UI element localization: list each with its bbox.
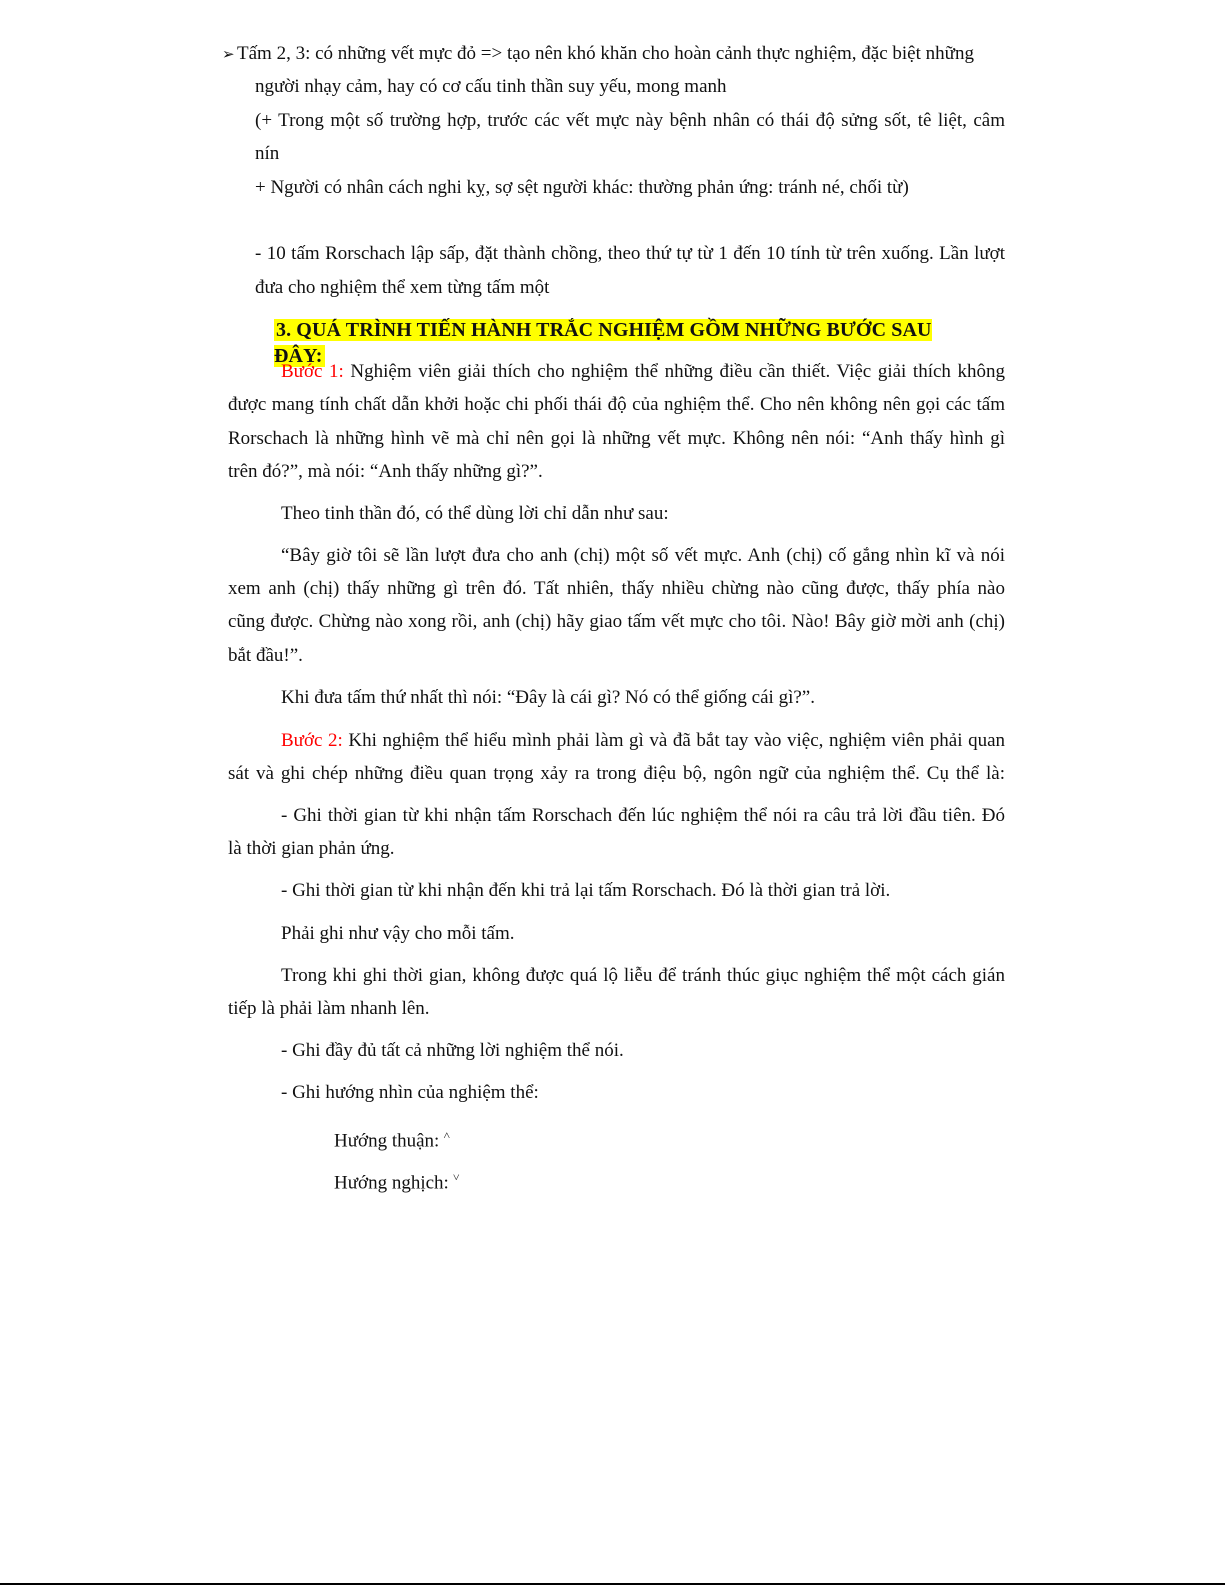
bullet-line-3: (+ Trong một số trường hợp, trước các vết mực này bệnh nhân có thái độ sửng sốt, tê liệt, câm: [255, 110, 1005, 131]
bullet-text: Tấm 2, 3: có những vết mực đỏ => tạo nên khó khăn cho hoàn cảnh thực nghiệm, đặc biệt những: [237, 43, 974, 64]
forward-direction-label: Hướng thuận:: [334, 1130, 440, 1152]
step1-line-1: [281, 360, 1005, 384]
answer-time-line: - Ghi thời gian từ khi nhận đến khi trả lại tấm Rorschach. Đó là thời gian trả lời.: [281, 880, 891, 901]
caret-down-icon: ˅: [452, 1170, 460, 1184]
instruction-line-4: bắt đầu!”.: [228, 645, 303, 666]
step1-text: Nghiệm viên giải thích cho nghiệm thể những điều cần thiết. Việc giải thích không: [350, 361, 1005, 382]
first-card-line: Khi đưa tấm thứ nhất thì nói: “Đây là cái gì? Nó có thể giống cái gì?”.: [281, 687, 815, 708]
bullet-line-5: + Người có nhân cách nghi kỵ, sợ sệt người khác: thường phản ứng: tránh né, chối từ): [255, 177, 909, 198]
bullet-line-1: [222, 42, 974, 66]
step2-label: Bước 2:: [281, 730, 343, 751]
step2-line-2: sát và ghi chép những điều quan trọng xảy ra trong điệu bộ, ngôn ngữ của nghiệm thể. Cụ thể là:: [228, 763, 1005, 784]
each-card-line: Phải ghi như vậy cho mỗi tấm.: [281, 923, 515, 944]
reverse-direction: [334, 1165, 460, 1195]
step1-line-2: được mang tính chất dẫn khởi hoặc chi phối thái độ của nghiệm thể. Cho nên không nên gọi các tấm: [228, 394, 1005, 415]
step2-line-1: [281, 729, 1005, 753]
step1-line-3: Rorschach là những hình vẽ mà chỉ nên gọi là những vết mực. Không nên nói: “Anh thấy hình gì: [228, 428, 1005, 449]
section-heading: [274, 317, 964, 367]
reaction-line-2: là thời gian phản ứng.: [228, 838, 395, 859]
instruction-line-1: “Bây giờ tôi sẽ lần lượt đưa cho anh (chị) một số vết mực. Anh (chị) cố gắng nhìn kĩ và nói: [281, 545, 1005, 566]
forward-direction: [334, 1123, 450, 1153]
instruction-line-2: xem anh (chị) thấy những gì trên đó. Tất nhiên, thấy nhiều chừng nào cũng được, thấy phía nào: [228, 578, 1005, 599]
step1-label: Bước 1:: [281, 361, 344, 382]
spirit-line: Theo tinh thần đó, có thể dùng lời chỉ dẫn như sau:: [281, 503, 669, 524]
cards-line-2: đưa cho nghiệm thể xem từng tấm một: [255, 277, 550, 298]
step2-text: Khi nghiệm thể hiểu mình phải làm gì và đã bắt tay vào việc, nghiệm viên phải quan: [348, 730, 1006, 751]
cards-line-1: - 10 tấm Rorschach lập sấp, đặt thành chồng, theo thứ tự từ 1 đến 10 tính từ trên xuống. Lần lượt: [255, 243, 1005, 264]
reverse-direction-label: Hướng nghịch:: [334, 1172, 449, 1194]
reaction-line-1: - Ghi thời gian từ khi nhận tấm Rorschach đến lúc nghiệm thể nói ra câu trả lời đầu tiên. Đó: [281, 805, 1005, 826]
bullet-line-2: người nhạy cảm, hay có cơ cấu tinh thần suy yếu, mong manh: [255, 76, 727, 97]
step1-line-4: trên đó?”, mà nói: “Anh thấy những gì?”.: [228, 461, 543, 482]
record-words-line: - Ghi đầy đủ tất cả những lời nghiệm thể nói.: [281, 1040, 624, 1061]
timing-line-1: Trong khi ghi thời gian, không được quá lộ liễu để tránh thúc giục nghiệm thể một cách gián: [281, 965, 1005, 986]
section-heading-text: 3. QUÁ TRÌNH TIẾN HÀNH TRẮC NGHIỆM GỒM NHỮNG BƯỚC SAU ĐÂY:: [274, 319, 932, 367]
arrow-bullet-icon: ➢: [222, 45, 235, 63]
timing-line-2: tiếp là phải làm nhanh lên.: [228, 998, 430, 1019]
bullet-line-4: nín: [255, 143, 280, 164]
record-direction-line: - Ghi hướng nhìn của nghiệm thể:: [281, 1082, 539, 1103]
instruction-line-3: cũng được. Chừng nào xong rồi, anh (chị) hãy giao tấm vết mực cho tôi. Nào! Bây giờ mời anh (chị): [228, 611, 1005, 632]
caret-up-icon: ˄: [443, 1128, 451, 1142]
